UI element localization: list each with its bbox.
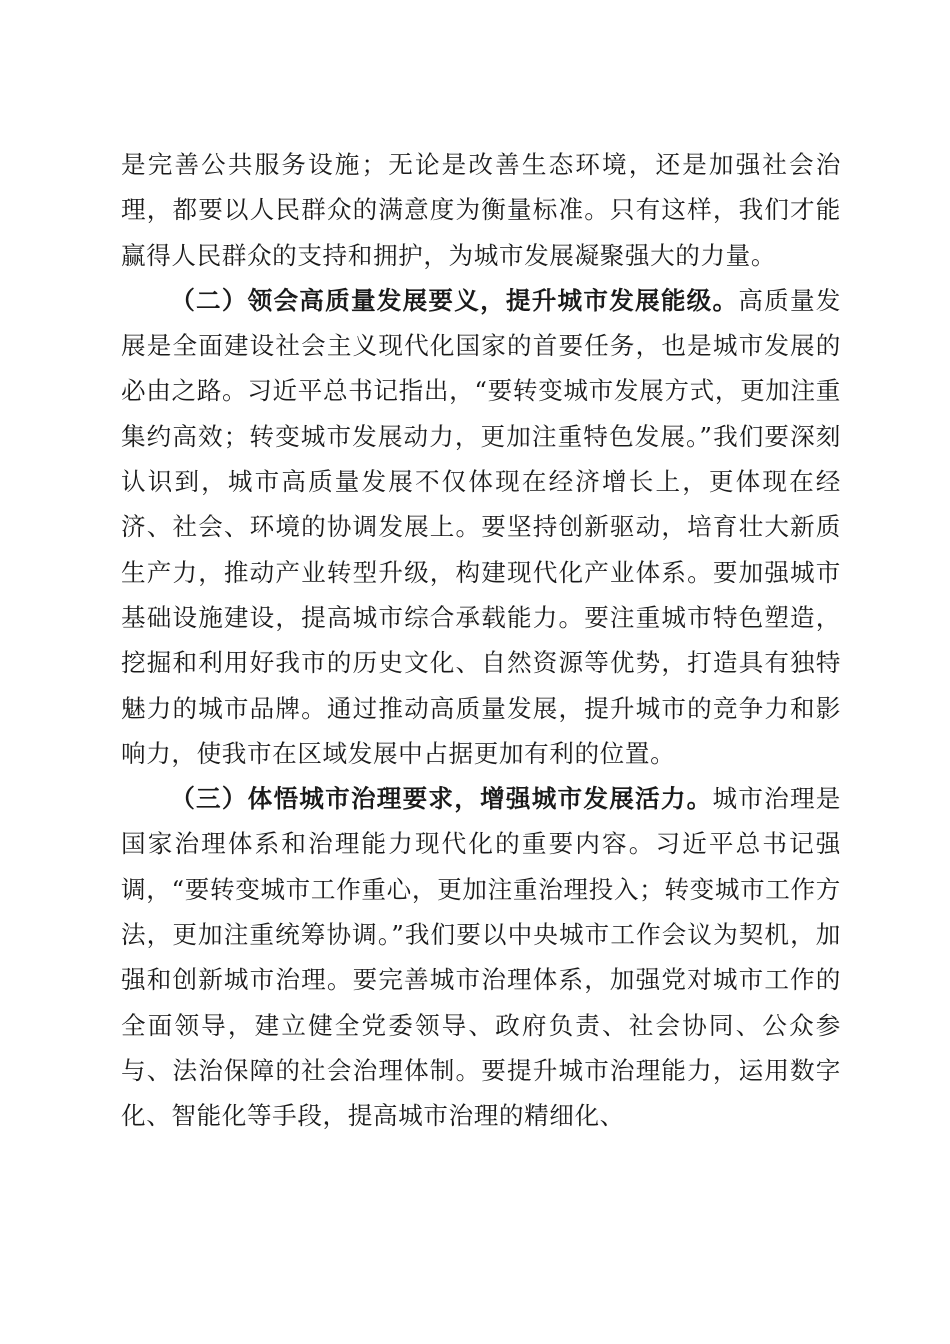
paragraph-body: 城市治理是国家治理体系和治理能力现代化的重要内容。习近平总书记强调，“要转变城市工作重心，更加注重治理投入；转变城市工作方法，更加注重统筹协调。”我们要以中央城市工作会议为契机，加强和创新城市治理。要完善城市治理体系，加强党对城市工作的全面领导，建立健全党委领导、政府负责、社会协同、公众参与、法治保障的社会治理体制。要提升城市治理能力，运用数字化、智能化等手段，提高城市治理的精细化、 <box>121 784 841 1131</box>
paragraph-section-2 <box>121 278 841 776</box>
section-heading: （三）体悟城市治理要求，增强城市发展活力。 <box>170 784 713 814</box>
paragraph-body: 高质量发展是全面建设社会主义现代化国家的首要任务，也是城市发展的必由之路。习近平总书记指出，“要转变城市发展方式，更加注重集约高效；转变城市发展动力，更加注重特色发展。”我们要深刻认识到，城市高质量发展不仅体现在经济增长上，更体现在经济、社会、环境的协调发展上。要坚持创新驱动，培育壮大新质生产力，推动产业转型升级，构建现代化产业体系。要加强城市基础设施建设，提高城市综合承载能力。要注重城市特色塑造，挖掘和利用好我市的历史文化、自然资源等优势，打造具有独特魅力的城市品牌。通过推动高质量发展，提升城市的竞争力和影响力，使我市在区域发展中占据更加有利的位置。 <box>121 285 841 768</box>
section-heading: （二）领会高质量发展要义，提升城市发展能级。 <box>170 285 739 315</box>
paragraph-continuation <box>121 142 841 278</box>
paragraph-body: 是完善公共服务设施；无论是改善生态环境，还是加强社会治理，都要以人民群众的满意度为衡量标准。只有这样，我们才能赢得人民群众的支持和拥护，为城市发展凝聚强大的力量。 <box>121 150 841 270</box>
paragraph-section-3 <box>121 776 841 1138</box>
body-text <box>121 142 841 1139</box>
